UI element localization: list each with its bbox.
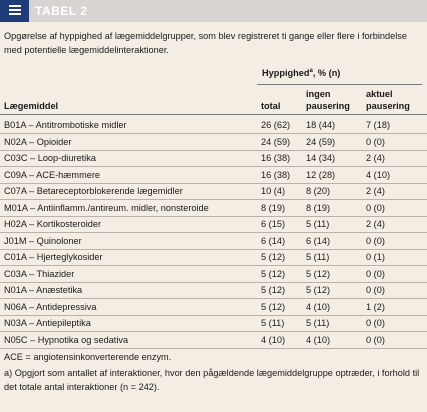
cell-total: 4 (10) — [261, 334, 286, 345]
table-row — [0, 216, 427, 232]
cell-ingen-pausering: 6 (14) — [306, 235, 331, 246]
cell-aktuel-pausering: 0 (0) — [366, 235, 385, 246]
cell-aktuel-pausering: 0 (0) — [366, 202, 385, 213]
column-header-ingen — [306, 88, 350, 112]
column-header-ingen-line1: ingen — [306, 89, 331, 99]
cell-ingen-pausering: 18 (44) — [306, 120, 336, 130]
cell-total: 6 (15) — [261, 219, 286, 229]
cell-total: 10 (4) — [261, 186, 286, 196]
column-header-drug: Lægemiddel — [4, 101, 59, 111]
cell-total: 8 (19) — [261, 202, 286, 213]
table-row — [0, 134, 427, 150]
column-header-ingen-line2: pausering — [306, 101, 350, 111]
table-list-icon — [9, 5, 21, 17]
table-header-bar — [0, 0, 427, 22]
table-row — [0, 332, 427, 348]
table-icon-box — [0, 0, 29, 22]
cell-total: 16 (38) — [261, 169, 291, 180]
cell-total: 5 (12) — [261, 285, 286, 295]
cell-drug: C03C – Loop-diuretika — [4, 153, 96, 163]
group-header-rule — [257, 84, 422, 85]
cell-aktuel-pausering: 0 (0) — [366, 285, 385, 295]
header-bottom-rule — [0, 114, 427, 115]
cell-ingen-pausering: 8 (20) — [306, 186, 331, 196]
cell-drug: N06A – Antidepressiva — [4, 301, 97, 312]
frequency-group-label: Hyppighed$^a$, % (n) — [262, 68, 341, 79]
table-row — [0, 117, 427, 133]
table-row — [0, 266, 427, 282]
cell-drug: H02A – Kortikosteroider — [4, 219, 102, 229]
column-header-aktuel-line2: pausering — [366, 101, 410, 111]
footnote-a: a) Opgjort som antallet af interaktioner, hvor den pågældende lægemiddelgruppe optræder, i forhold til det totale antal interaktioner (n = 242). — [4, 368, 420, 392]
cell-ingen-pausering: 4 (10) — [306, 334, 331, 345]
cell-total: 16 (38) — [261, 153, 291, 163]
table-row — [0, 315, 427, 331]
cell-ingen-pausering: 14 (34) — [306, 153, 336, 163]
cell-ingen-pausering: 5 (12) — [306, 268, 331, 279]
cell-total: 5 (12) — [261, 301, 286, 312]
cell-aktuel-pausering: 2 (4) — [366, 186, 385, 196]
cell-drug: C09A – ACE-hæmmere — [4, 169, 100, 180]
cell-aktuel-pausering: 7 (18) — [366, 120, 391, 130]
table-title: TABEL 2 — [35, 4, 88, 18]
cell-aktuel-pausering: 0 (1) — [366, 252, 385, 262]
cell-ingen-pausering: 4 (10) — [306, 301, 331, 312]
cell-ingen-pausering: 5 (12) — [306, 285, 331, 295]
cell-total: 6 (14) — [261, 235, 286, 246]
table-row — [0, 249, 427, 265]
column-header-total: total — [261, 101, 281, 111]
footnote-abbreviation: ACE = angiotensinkonverterende enzym. — [4, 352, 172, 362]
cell-aktuel-pausering: 0 (0) — [366, 136, 385, 147]
cell-aktuel-pausering: 2 (4) — [366, 219, 385, 229]
cell-ingen-pausering: 5 (11) — [306, 252, 330, 262]
cell-aktuel-pausering: 0 (0) — [366, 318, 385, 328]
cell-ingen-pausering: 5 (11) — [306, 219, 330, 229]
cell-ingen-pausering: 8 (19) — [306, 202, 331, 213]
table-row — [0, 233, 427, 249]
cell-aktuel-pausering: 0 (0) — [366, 268, 385, 279]
table-row — [0, 299, 427, 315]
cell-drug: C03A – Thiazider — [4, 268, 75, 279]
cell-drug: N02A – Opioider — [4, 136, 72, 147]
table-row — [0, 167, 427, 183]
cell-aktuel-pausering: 1 (2) — [366, 301, 385, 312]
cell-drug: N01A – Anæstetika — [4, 285, 83, 295]
cell-total: 26 (62) — [261, 120, 291, 130]
cell-ingen-pausering: 24 (59) — [306, 136, 336, 147]
cell-drug: N05C – Hypnotika og sedativa — [4, 334, 129, 345]
cell-ingen-pausering: 12 (28) — [306, 169, 336, 180]
table-row — [0, 200, 427, 216]
table-row — [0, 150, 427, 166]
cell-total: 5 (11) — [261, 318, 285, 328]
table-caption: Opgørelse af hyppighed af lægemiddelgrupper, som blev registreret ti gange eller flere i forbindelse med potentielle lægemiddelinteraktioner. — [4, 31, 407, 55]
cell-drug: N03A – Antiepileptika — [4, 318, 91, 328]
cell-aktuel-pausering: 2 (4) — [366, 153, 385, 163]
row-divider — [0, 348, 427, 349]
cell-aktuel-pausering: 0 (0) — [366, 334, 385, 345]
cell-total: 5 (12) — [261, 252, 286, 262]
table-row — [0, 183, 427, 199]
cell-total: 5 (12) — [261, 268, 286, 279]
cell-drug: M01A – Antiinflamm./antireum. midler, nonsteroide — [4, 202, 209, 213]
column-header-aktuel — [366, 88, 410, 112]
table-row — [0, 282, 427, 298]
cell-drug: C01A – Hjerteglykosider — [4, 252, 103, 262]
cell-drug: C07A – Betareceptorblokerende lægemidler — [4, 186, 183, 196]
column-header-aktuel-line1: aktuel — [366, 89, 393, 99]
cell-ingen-pausering: 5 (11) — [306, 318, 330, 328]
cell-total: 24 (59) — [261, 136, 291, 147]
cell-aktuel-pausering: 4 (10) — [366, 169, 391, 180]
frequency-group-header — [262, 68, 340, 78]
cell-drug: J01M – Quinoloner — [4, 235, 82, 246]
cell-drug: B01A – Antitrombotiske midler — [4, 120, 127, 130]
